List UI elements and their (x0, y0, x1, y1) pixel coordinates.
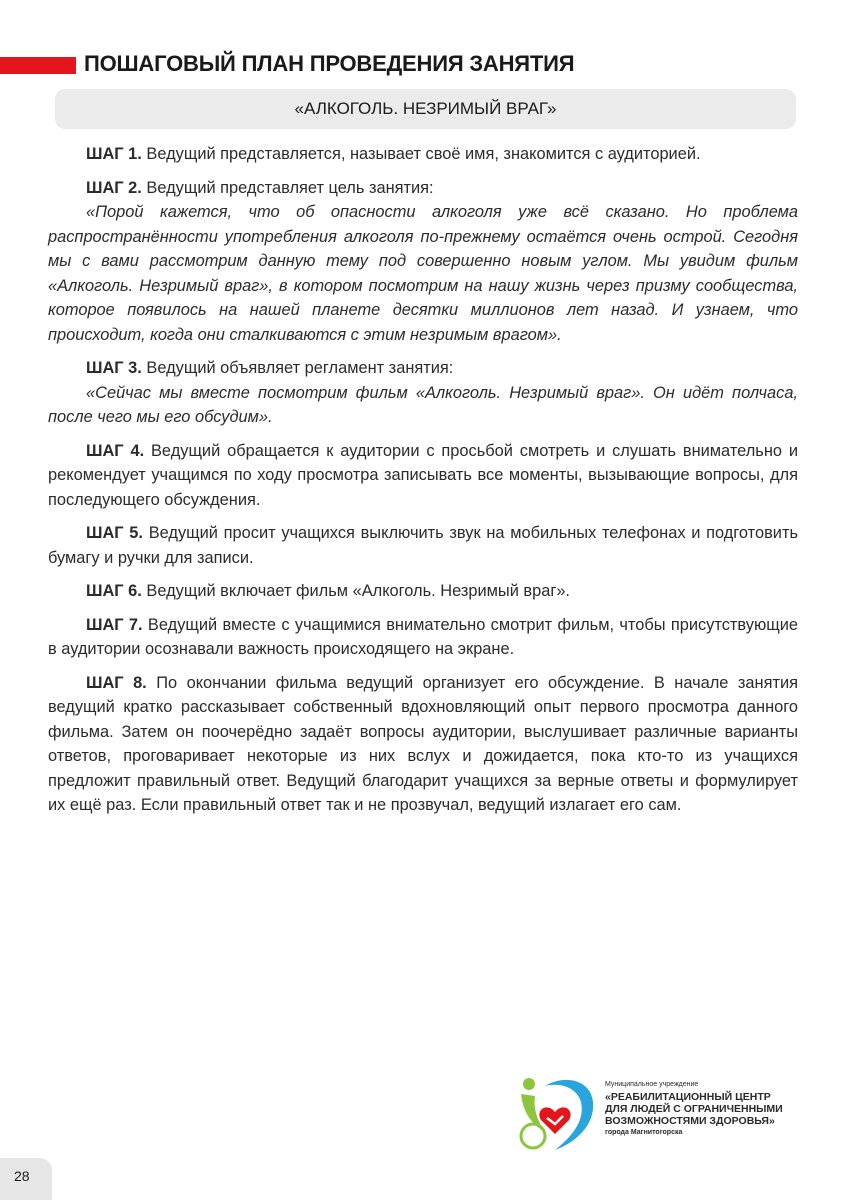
step-5-label: ШАГ 5. (86, 524, 143, 542)
step-4-label: ШАГ 4. (86, 441, 145, 460)
step-4-paragraph (48, 439, 798, 513)
organization-type: Муниципальное учреждение (605, 1081, 699, 1088)
step-2-quote: «Порой кажется, что об опасности алкоголя уже всё сказано. Но проблема распространённости употребления алкоголя по-прежнему остаётся очень острой. Сегодня мы с вами рассмотрим данную тему под совершенно новым углом. Мы увидим фильм «Алкоголь. Незримый враг», в котором посмотрим на нашу жизнь через призму сообщества, которое появилось на нашей планете десятки миллионов лет назад. И узнаем, что происходит, когда они сталкиваются с этим незримым врагом». (48, 203, 798, 344)
step-5 (48, 521, 798, 570)
step-3-paragraph (48, 356, 798, 381)
step-2-text: Ведущий представляет цель занятия: (141, 178, 434, 197)
step-7 (48, 613, 798, 662)
organization-logo-block (515, 1072, 805, 1154)
step-1 (48, 142, 798, 167)
page-number-tab (0, 1158, 52, 1200)
step-7-text: Ведущий вместе с учащимися внимательно смотрит фильм, чтобы присутствующие в аудитории осознавали важность происходящего на экране. (48, 615, 798, 658)
organization-name-line-3: ВОЗМОЖНОСТЯМИ ЗДОРОВЬЯ» (605, 1115, 775, 1127)
step-3-label: ШАГ 3. (86, 359, 142, 377)
step-7-label: ШАГ 7. (86, 615, 143, 634)
step-2-paragraph (48, 176, 798, 201)
step-3 (48, 356, 798, 430)
step-1-paragraph (48, 142, 798, 167)
steps-list (48, 142, 798, 827)
step-6 (48, 579, 798, 604)
step-8-text: По окончании фильма ведущий организует его обсуждение. В начале занятия ведущий кратко рассказывает собственный вдохновляющий опыт первого просмотра данного фильма. Затем он поочерёдно задаёт вопросы аудитории, выслушивает различные варианты ответов, проговаривает некоторые из них вслух и дожидается, пока кто-то из учащихся предложит правильный ответ. Ведущий благодарит учащихся за верные ответы и формулирует их ещё раз. Если правильный ответ так и не прозвучал, ведущий излагает его сам. (48, 673, 798, 814)
step-1-label: ШАГ 1. (86, 145, 142, 163)
step-3-quote: «Сейчас мы вместе посмотрим фильм «Алкоголь. Незримый враг». Он идёт полчаса, после чего мы его обсудим». (48, 383, 798, 426)
organization-name-line-2: ДЛЯ ЛЮДЕЙ С ОГРАНИЧЕННЫМИ (605, 1103, 783, 1115)
step-5-text: Ведущий просит учащихся выключить звук на мобильных телефонах и подготовить бумагу и ручки для записи. (48, 524, 798, 567)
step-6-label: ШАГ 6. (86, 582, 142, 600)
step-5-paragraph (48, 521, 798, 570)
step-7-paragraph (48, 613, 798, 662)
step-6-paragraph (48, 579, 798, 604)
step-8 (48, 671, 798, 818)
step-8-label: ШАГ 8. (86, 673, 147, 692)
step-3-text: Ведущий объявляет регламент занятия: (141, 359, 454, 377)
header-accent-bar (0, 57, 76, 74)
step-2 (48, 176, 798, 348)
lesson-subtitle: «АЛКОГОЛЬ. НЕЗРИМЫЙ ВРАГ» (294, 99, 557, 118)
page-title: ПОШАГОВЫЙ ПЛАН ПРОВЕДЕНИЯ ЗАНЯТИЯ (84, 51, 575, 76)
step-1-text: Ведущий представляется, называет своё имя, знакомится с аудиторией. (141, 145, 701, 163)
step-6-text: Ведущий включает фильм «Алкоголь. Незримый враг». (141, 582, 570, 600)
step-4 (48, 439, 798, 513)
page-number: 28 (14, 1168, 30, 1184)
rehabilitation-center-logo-icon (515, 1072, 597, 1154)
step-2-label: ШАГ 2. (86, 178, 142, 197)
step-4-text: Ведущий обращается к аудитории с просьбой смотреть и слушать внимательно и рекомендует учащимся по ходу просмотра записывать все моменты, вызывающие вопросы, для последующего обсуждения. (48, 441, 799, 509)
subtitle-box (55, 89, 796, 129)
step-8-paragraph (48, 671, 798, 818)
organization-name-line-1: «РЕАБИЛИТАЦИОННЫЙ ЦЕНТР (605, 1091, 771, 1103)
organization-name-block (605, 1080, 815, 1137)
organization-city: города Магнитогорска (605, 1129, 683, 1136)
